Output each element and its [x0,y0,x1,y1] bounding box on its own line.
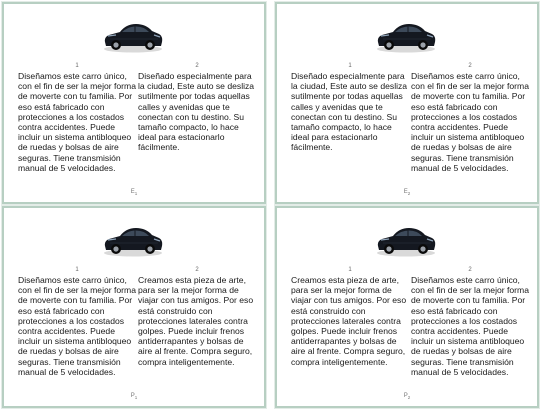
description-text: Diseñado especialmente para la ciudad, Este auto se desliza sutilmente por todas aquellas calles y avenidas que te conectan con tu destino. Su tamaño compacto, lo hace ideal para estacionarlo fácilmente. [291,71,408,153]
column-number: 1 [348,63,352,69]
card-label-letter: E [403,188,408,195]
text-column-1 [18,266,136,377]
description-text: Creamos esta pieza de arte, para ser la mejor forma de viajar con tus amigos. Por eso está construido con protecciones laterales contra golpes. Puede incluir frenos antiderrapantes y bolsas de aire al frente. Compra seguro, compra inteligentemente. [291,275,407,367]
card-label-index: 2 [407,191,411,196]
card-label-letter: P [403,392,408,399]
text-column-2 [411,62,529,173]
text-column-1 [291,266,409,367]
car-image [375,222,437,258]
stimulus-card-p2 [275,206,539,408]
description-text: Diseñamos este carro único, con el fin de ser la mejor forma de moverte con tu familia. Por eso está fabricado con protecciones a los costados contra accidentes. Puede incluir un sistema antibloqueo de ruedas y bolsas de aire seguras. Tiene transmisión manual de 5 velocidades. [18,71,136,173]
description-text: Creamos esta pieza de arte, para ser la mejor forma de viajar con tus amigos. Por eso está construido con protecciones laterales contra golpes. Puede incluir frenos antiderrapantes y bolsas de aire al frente. Compra seguro, compra inteligentemente. [138,275,254,367]
column-number: 2 [468,63,472,69]
description-text: Diseñado especialmente para la ciudad, Este auto se desliza sutilmente por todas aquellas calles y avenidas que te conectan con tu destino. Su tamaño compacto, lo hace ideal para estacionarlo fácilmente. [138,71,255,153]
card-label-index: 2 [407,395,411,400]
text-column-2 [138,62,256,153]
card-label-letter: E [130,188,135,195]
card-label [277,393,537,400]
column-number: 1 [75,63,79,69]
car-image [102,18,164,54]
column-number: 2 [195,267,199,273]
card-label-letter: P [130,392,135,399]
description-text: Diseñamos este carro único, con el fin de ser la mejor forma de moverte con tu familia. Por eso está fabricado con protecciones a los costados contra accidentes. Puede incluir un sistema antibloqueo de ruedas y bolsas de aire seguras. Tiene transmisión manual de 5 velocidades. [18,275,136,377]
column-number: 2 [195,63,199,69]
card-label-index: 1 [134,395,138,400]
column-number: 2 [468,267,472,273]
description-text: Diseñamos este carro único, con el fin de ser la mejor forma de moverte con tu familia. Por eso está fabricado con protecciones a los costados contra accidentes. Puede incluir un sistema antibloqueo de ruedas y bolsas de aire seguras. Tiene transmisión manual de 5 velocidades. [411,275,529,377]
card-label [277,189,537,196]
card-label [4,189,264,196]
stimulus-card-p1 [2,206,266,408]
column-number: 1 [75,267,79,273]
text-column-1 [291,62,409,153]
car-image [102,222,164,258]
text-column-2 [411,266,529,377]
card-label-index: 1 [134,191,138,196]
text-column-1 [18,62,136,173]
card-label [4,393,264,400]
stimulus-card-e2 [275,2,539,204]
description-text: Diseñamos este carro único, con el fin de ser la mejor forma de moverte con tu familia. Por eso está fabricado con protecciones a los costados contra accidentes. Puede incluir un sistema antibloqueo de ruedas y bolsas de aire seguras. Tiene transmisión manual de 5 velocidades. [411,71,529,173]
text-column-2 [138,266,256,367]
column-number: 1 [348,267,352,273]
stimulus-card-e1 [2,2,266,204]
car-image [375,18,437,54]
